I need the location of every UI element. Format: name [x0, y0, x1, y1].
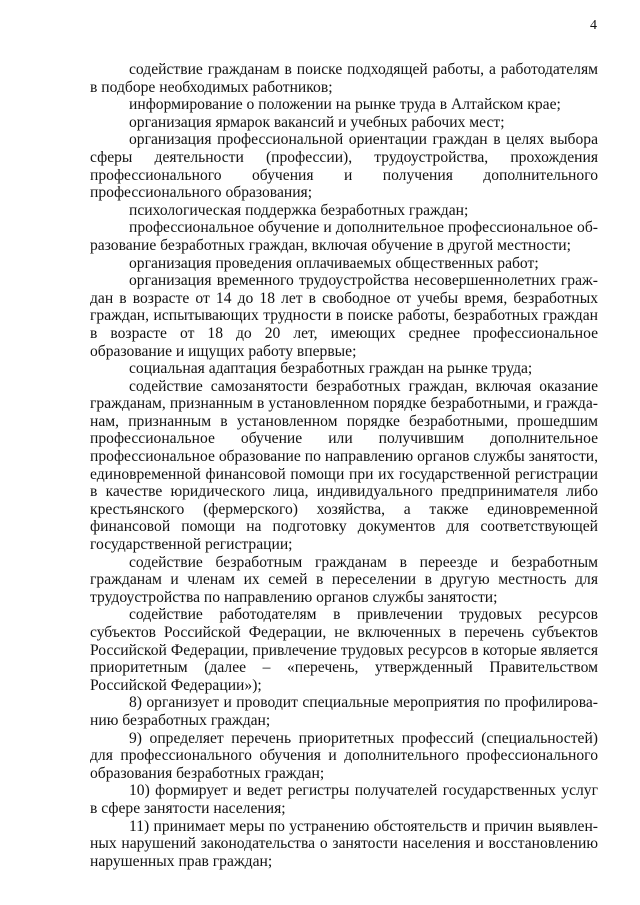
- page-number: 4: [590, 18, 597, 33]
- paragraph: профессиональное обучение и дополнительное профессиональное образование безработных граждан, включая обучение в другой местности;: [90, 219, 598, 254]
- paragraph: социальная адаптация безработных граждан на рынке труда;: [129, 360, 533, 378]
- paragraph: содействие гражданам в поиске подходящей работы, а работодателям в подборе необходимых работников;: [90, 61, 598, 96]
- paragraph: содействие безработным гражданам в переезде и безработным гражданам и членам их семей в переселении в другую местность для трудоустройства по направлению органов службы занятости;: [90, 553, 598, 606]
- paragraph: психологическая поддержка безработных граждан;: [129, 201, 469, 219]
- paragraph: содействие самозанятости безработных граждан, включая оказание гражданам, признанным в установленном порядке безработными, и гражданам, признанным в установленном порядке безработными, прошедшим профессиональное обучение или получившим дополнительное профессиональное образование по направлению органов службы занятости, единовременной финансовой помощи при их государственной регистрации в качестве юридического лица, индивидуального предпринимателя либо крестьянского (фермерского) хозяйства, а также единовременной финансовой помощи на подготовку документов для соответствующей государственной регистрации;: [90, 377, 598, 554]
- paragraph: организация временного трудоустройства несовершеннолетних граждан в возрасте от 14 до 18 лет в свободное от учебы время, безработных граждан, испытывающих трудности в поиске работы, безработных граждан в возрасте от 18 до 20 лет, имеющих среднее профессиональное образование и ищущих работу впервые;: [90, 272, 598, 360]
- paragraph: 8) организует и проводит специальные мероприятия по профилированию безработных граждан;: [90, 694, 598, 729]
- paragraph: 9) определяет перечень приоритетных профессий (специальностей) для профессионального обучения и дополнительного профессионального образования безработных граждан;: [90, 729, 598, 782]
- paragraph: организация ярмарок вакансий и учебных рабочих мест;: [129, 113, 505, 131]
- paragraph: информирование о положении на рынке труда в Алтайском крае;: [129, 96, 561, 114]
- paragraph: организация профессиональной ориентации граждан в целях выбора сферы деятельности (профессии), трудоустройства, прохождения профессионального обучения и получения дополнительного профессионального образования;: [90, 131, 598, 202]
- paragraph: 10) формирует и ведет регистры получателей государственных услуг в сфере занятости населения;: [90, 782, 598, 817]
- paragraph: организация проведения оплачиваемых общественных работ;: [129, 254, 539, 272]
- paragraph: 11) принимает меры по устранению обстоятельств и причин выявленных нарушений законодательства о занятости населения и восстановлению нарушенных прав граждан;: [90, 817, 598, 870]
- paragraph: содействие работодателям в привлечении трудовых ресурсов субъектов Российской Федерации, не включенных в перечень субъектов Российской Федерации, привлечение трудовых ресурсов в которые является приоритетным (далее – «перечень, утвержденный Правительством Российской Федерации»);: [90, 606, 598, 694]
- document-body: [90, 61, 598, 870]
